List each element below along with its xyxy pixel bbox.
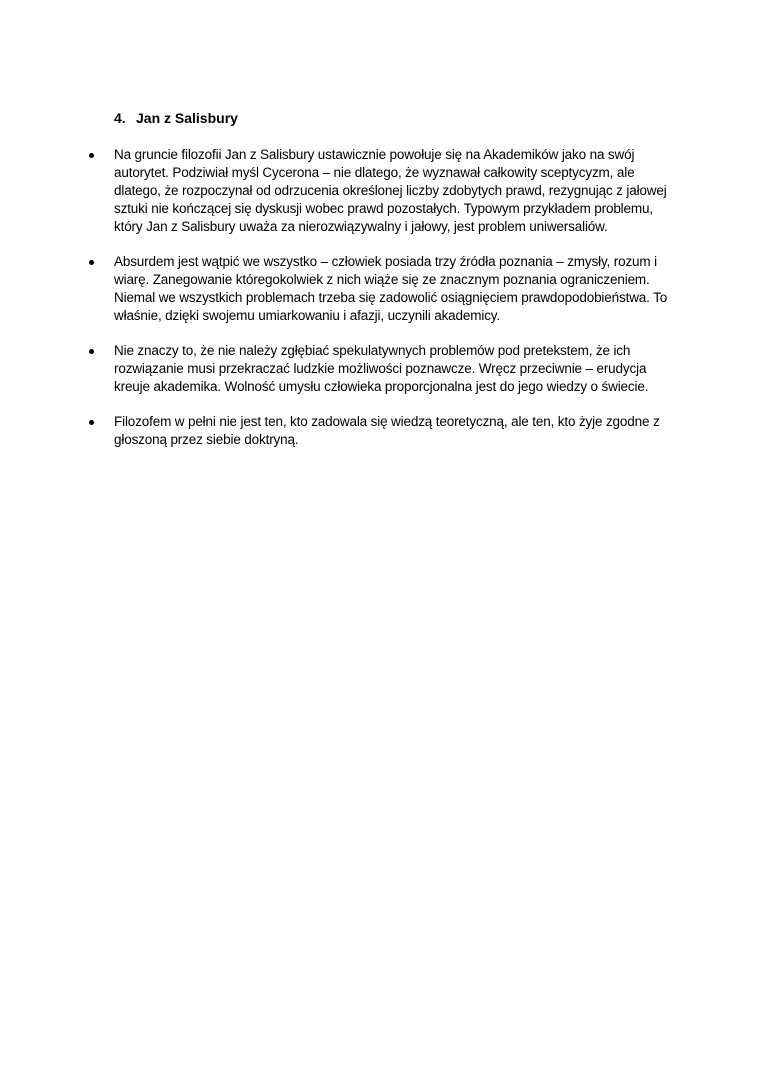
section-heading: [114, 109, 238, 127]
section-title: Jan z Salisbury: [136, 110, 238, 126]
bullet-text: Nie znaczy to, że nie należy zgłębiać spekulatywnych problemów pod pretekstem, że ich rozwiązanie musi przekraczać ludzkie możliwości poznawcze. Wręcz przeciwnie – erudycja kreuje akademika. Wolność umysłu człowieka proporcjonalna jest do jego wiedzy o świecie.: [114, 343, 649, 394]
bullet-item: [0, 342, 760, 396]
bullet-text: Filozofem w pełni nie jest ten, kto zadowala się wiedzą teoretyczną, ale ten, kto żyje zgodne z głoszoną przez siebie doktryną.: [114, 414, 660, 447]
bullet-text: Absurdem jest wątpić we wszystko – człowiek posiada trzy źródła poznania – zmysły, rozum i wiarę. Zanegowanie któregokolwiek z nich wiąże się ze znacznym poznania ograniczeniem. Niemal we wszystkich problemach trzeba się zadowolić osiągnięciem prawdopodobieństwa. To właśnie, dzięki swojemu umiarkowaniu i afazji, uczynili akademicy.: [114, 254, 668, 323]
bullet-dot-icon: [89, 349, 94, 354]
bullet-dot-icon: [89, 420, 94, 425]
bullet-item: [0, 146, 760, 236]
bullet-item: [0, 413, 760, 449]
bullet-dot-icon: [89, 260, 94, 265]
bullet-text: Na gruncie filozofii Jan z Salisbury ustawicznie powołuje się na Akademików jako na swój autorytet. Podziwiał myśl Cycerona – nie dlatego, że wyznawał całkowity sceptycyzm, ale dlatego, że rozpoczynał od odrzucenia określonej liczby zdobytych prawd, rezygnując z jałowej sztuki nie kończącej się dyskusji wobec prawd pozostałych. Typowym przykładem problemu, który Jan z Salisbury uważa za nierozwiązywalny i jałowy, jest problem uniwersaliów.: [114, 147, 667, 234]
bullet-list: [0, 146, 760, 466]
section-number: 4.: [114, 110, 126, 126]
bullet-item: [0, 253, 760, 325]
bullet-dot-icon: [89, 153, 94, 158]
